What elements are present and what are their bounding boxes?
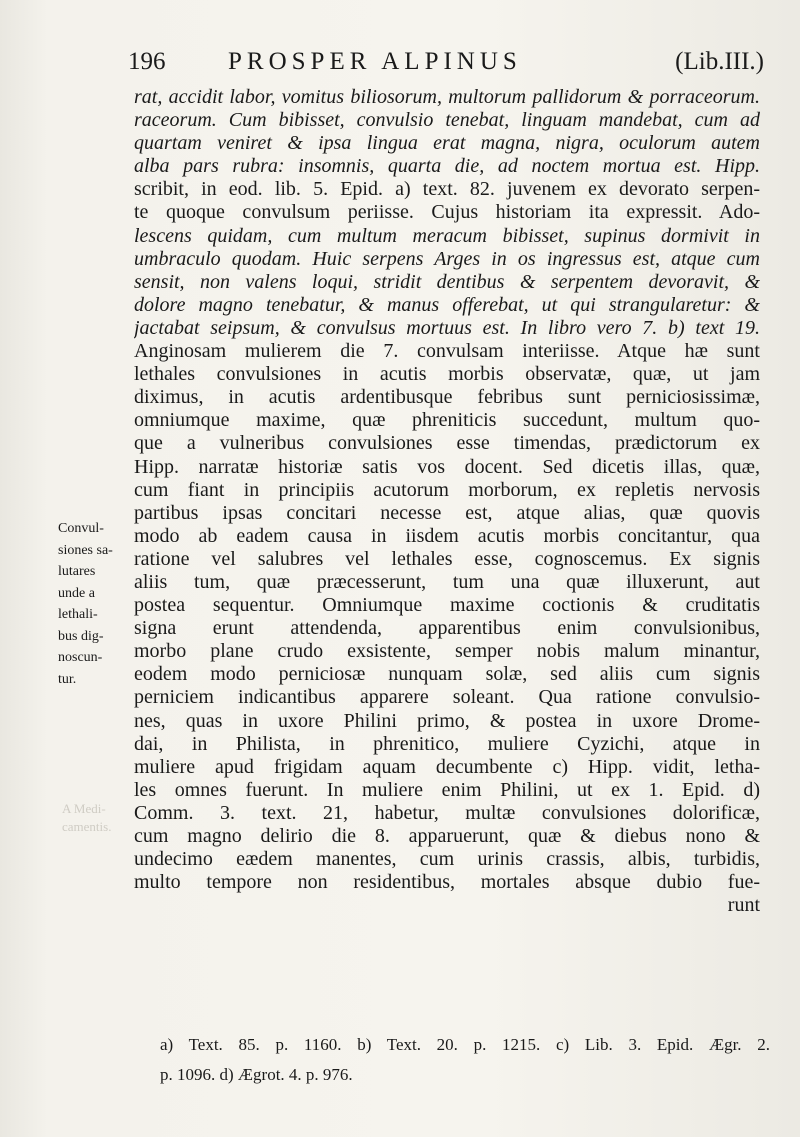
text-line: partibus ipsas concitari necesse est, atque alias, quæ quovis [134,501,760,524]
margin-note [58,518,130,690]
text-line: postea sequentur. Omniumque maxime coctionis & cruditatis [134,594,760,617]
text-line: eodem modo perniciosæ nunquam solæ, sed aliis cum signis [134,663,760,686]
footnote-line: a) Text. 85. p. 1160. b) Text. 20. p. 1215. c) Lib. 3. Epid. Ægr. 2. [160,1035,770,1054]
text-line: omniumque maxime, quæ phreniticis succedunt, multum quo- [134,409,760,432]
text-line: diximus, in acutis ardentibusque febribus sunt perniciosissimæ, [134,386,760,409]
margin-note-line: Convul- [58,521,104,536]
page-number: 196 [128,48,166,75]
text-line: Anginosam mulierem die 7. convulsam interiisse. Atque hæ sunt [134,340,760,363]
margin-note-line: lethali- [58,607,98,622]
text-line: que a vulneribus convulsiones esse timendas, prædictorum ex [134,432,760,455]
text-line: cum magno delirio die 8. apparuerunt, quæ & diebus nono & [134,825,760,847]
text-line: quartam veniret & ipsa lingua erat magna, nigra, oculorum autem [134,132,760,155]
text-line: modo ab eadem causa in iisdem acutis morbis concitantur, qua [134,524,760,547]
text-line: aliis tum, quæ præcesserunt, tum una quæ illuxerunt, aut [134,570,760,593]
running-head: PROSPER ALPINUS [228,48,522,75]
text-line: sensit, non valens loqui, stridit dentibus & serpentem devoravit, & [134,270,760,293]
show-through-margin-text [62,800,111,836]
text-line: runt [727,894,760,917]
text-line: Hipp. narratæ historiæ satis vos docent. Sed dicetis illas, quæ, [134,455,760,478]
margin-note-line: noscun- [58,650,103,665]
text-line: scribit, in eod. lib. 5. Epid. a) text. 82. juvenem ex devorato serpen- [134,178,760,201]
text-line: raceorum. Cum bibisset, convulsio tenebat, linguam mandebat, cum ad [134,109,760,132]
footnote-line: p. 1096. d) Ægrot. 4. p. 976. [160,1065,353,1084]
page-header [128,44,764,80]
text-line: perniciem indicantibus apparere soleant. Qua ratione convulsio- [134,686,760,709]
margin-note-line: siones sa- [58,542,113,558]
text-line: lethales convulsiones in acutis morbis observatæ, quæ, ut jam [134,363,760,386]
text-line: alba pars rubra: insomnis, quarta die, ad noctem mortua est. Hipp. [134,155,760,178]
text-line: undecimo eædem manentes, cum urinis crassis, albis, turbidis, [134,848,760,871]
text-line: morbo plane crudo exsistente, semper nobis malum minantur, [134,640,760,663]
text-line: multo tempore non residentibus, mortales absque dubio fue- [134,871,760,894]
text-line: signa erunt attendenda, apparentibus enim convulsionibus, [134,617,760,640]
footnotes [160,1030,770,1090]
text-line: cum fiant in principiis acutorum morborum, ex repletis nervosis [134,478,760,501]
margin-note-line: unde a [58,585,95,601]
book-reference: (Lib.III.) [675,48,764,75]
ghost-line: A Medi- [62,801,106,816]
text-line: umbraculo quodam. Huic serpens Arges in os ingressus est, atque cum [134,247,760,270]
body-text [134,86,760,917]
text-line: te quoque convulsum periisse. Cujus historiam ita expressit. Ado- [134,201,760,224]
text-line: ratione vel salubres vel lethales esse, cognoscemus. Ex signis [134,547,760,570]
text-line: jactabat seipsum, & convulsus mortuus est. In libro vero 7. b) text 19. [134,316,760,339]
text-line: lescens quidam, cum multum meracum bibisset, supinus dormivit in [134,224,760,247]
text-line: nes, quas in uxore Philini primo, & postea in uxore Drome- [134,709,760,732]
margin-note-line: lutares [58,564,96,579]
text-line: dolore magno tenebatur, & manus offerebat, ut qui strangularetur: & [134,293,760,316]
margin-note-line: tur. [58,671,77,687]
text-line: Comm. 3. text. 21, habetur, multæ convulsiones dolorificæ, [134,801,760,824]
text-line: rat, accidit labor, vomitus biliosorum, multorum pallidorum & porraceorum. [134,86,760,108]
margin-note-line: bus dig- [58,628,104,644]
text-line: les omnes fuerunt. In muliere enim Philini, ut ex 1. Epid. d) [134,778,760,801]
ghost-line: camentis. [62,819,112,834]
text-line: muliere apud frigidam aquam decumbente c) Hipp. vidit, letha- [134,755,760,778]
text-line: dai, in Philista, in phrenitico, muliere Cyzichi, atque in [134,732,760,755]
